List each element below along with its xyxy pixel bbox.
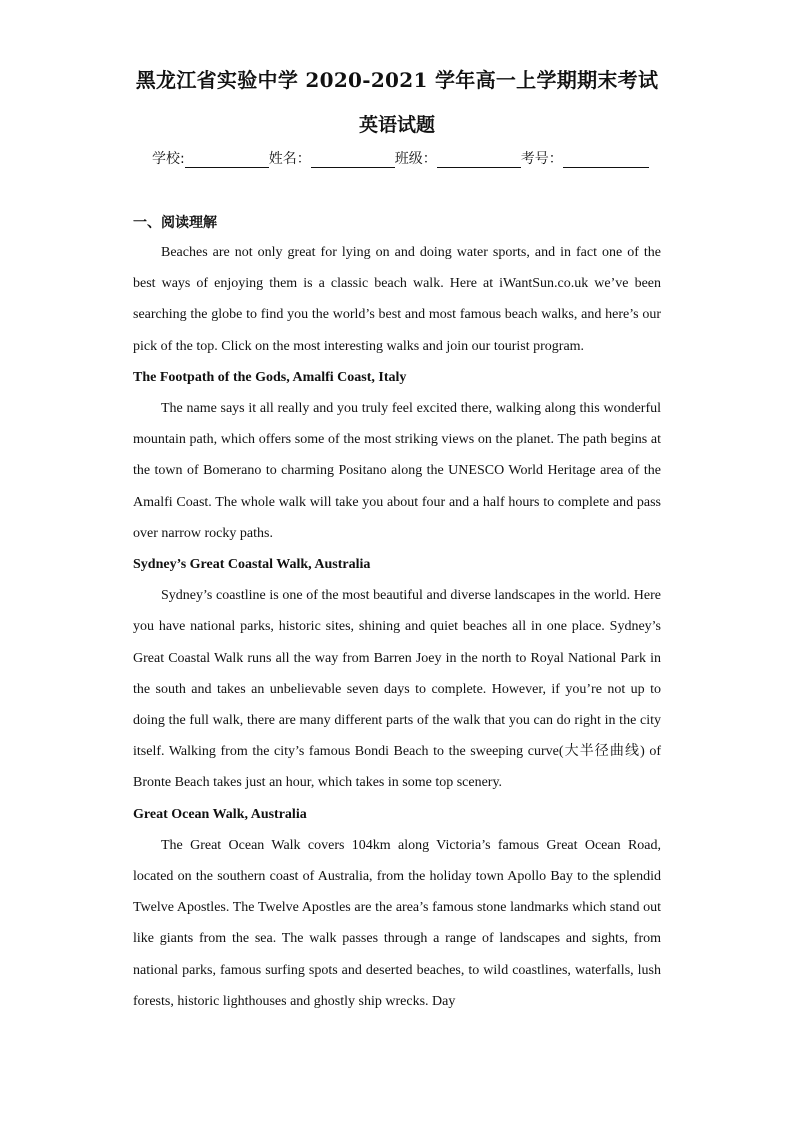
intro-paragraph: Beaches are not only great for lying on and doing water sports, and in fact one of the best ways of enjoying them is a classic beach walk. Here at iWantSun.co.uk we’ve been searching the globe to find you the world’s best and most famous beach walks, and here’s our pick of the top. Click on the most interesting walks and join our tourist program. bbox=[133, 245, 661, 354]
class-label: 班级： bbox=[394, 151, 437, 167]
school-blank bbox=[185, 151, 269, 168]
student-info-line bbox=[152, 148, 652, 168]
exam-no-label: 考号： bbox=[520, 151, 563, 167]
walk-heading: The Footpath of the Gods, Amalfi Coast, Italy bbox=[133, 369, 407, 385]
exam-title: 黑龙江省实验中学 2020-2021 学年高一上学期期末考试 bbox=[135, 68, 659, 92]
exam-subtitle: 英语试题 bbox=[358, 114, 435, 136]
reading-passage bbox=[133, 237, 661, 1017]
section-title: 一、阅读理解 bbox=[133, 215, 217, 231]
exam-no-blank bbox=[563, 151, 649, 168]
name-blank bbox=[311, 151, 395, 168]
walk-paragraph: The name says it all really and you truly feel excited there, walking along this wonderful mountain path, which offers some of the most striking views on the planet. The path begins at the town of Bomerano to charming Positano along the UNESCO World Heritage area of the Amalfi Coast. The whole walk will take you about four and a half hours to complete and pass over narrow rocky paths. bbox=[133, 401, 661, 541]
name-label: 姓名： bbox=[268, 151, 311, 167]
walk-heading: Great Ocean Walk, Australia bbox=[133, 806, 307, 822]
school-label: 学校: bbox=[152, 151, 185, 167]
walk-heading: Sydney’s Great Coastal Walk, Australia bbox=[133, 557, 371, 573]
walk-paragraph: The Great Ocean Walk covers 104km along Victoria’s famous Great Ocean Road, located on the southern coast of Australia, from the holiday town Apollo Bay to the splendid Twelve Apostles. The Twelve Apostles are the area’s famous stone landmarks which stand out like giants from the sea. The walk passes through a range of landscapes and sights, from national parks, famous surfing spots and deserted beaches, to wild coastlines, waterfalls, lush forests, historic lighthouses and ghostly ship wrecks. Day bbox=[133, 837, 661, 1009]
walk-paragraph: Sydney’s coastline is one of the most beautiful and diverse landscapes in the world. Here you have national parks, historic sites, shining and quiet beaches all in one place. Sydney’s Great Coastal Walk runs all the way from Barren Joey in the north to Royal National Park in the south and takes an unbelievable seven days to complete. However, if you’re not up to doing the full walk, there are many different parts of the walk that you can do right in the city itself. Walking from the city’s famous Bondi Beach to the sweeping curve(大半径曲线) of Bronte Beach takes just an hour, which takes in some top scenery. bbox=[133, 588, 661, 791]
class-blank bbox=[437, 151, 521, 168]
